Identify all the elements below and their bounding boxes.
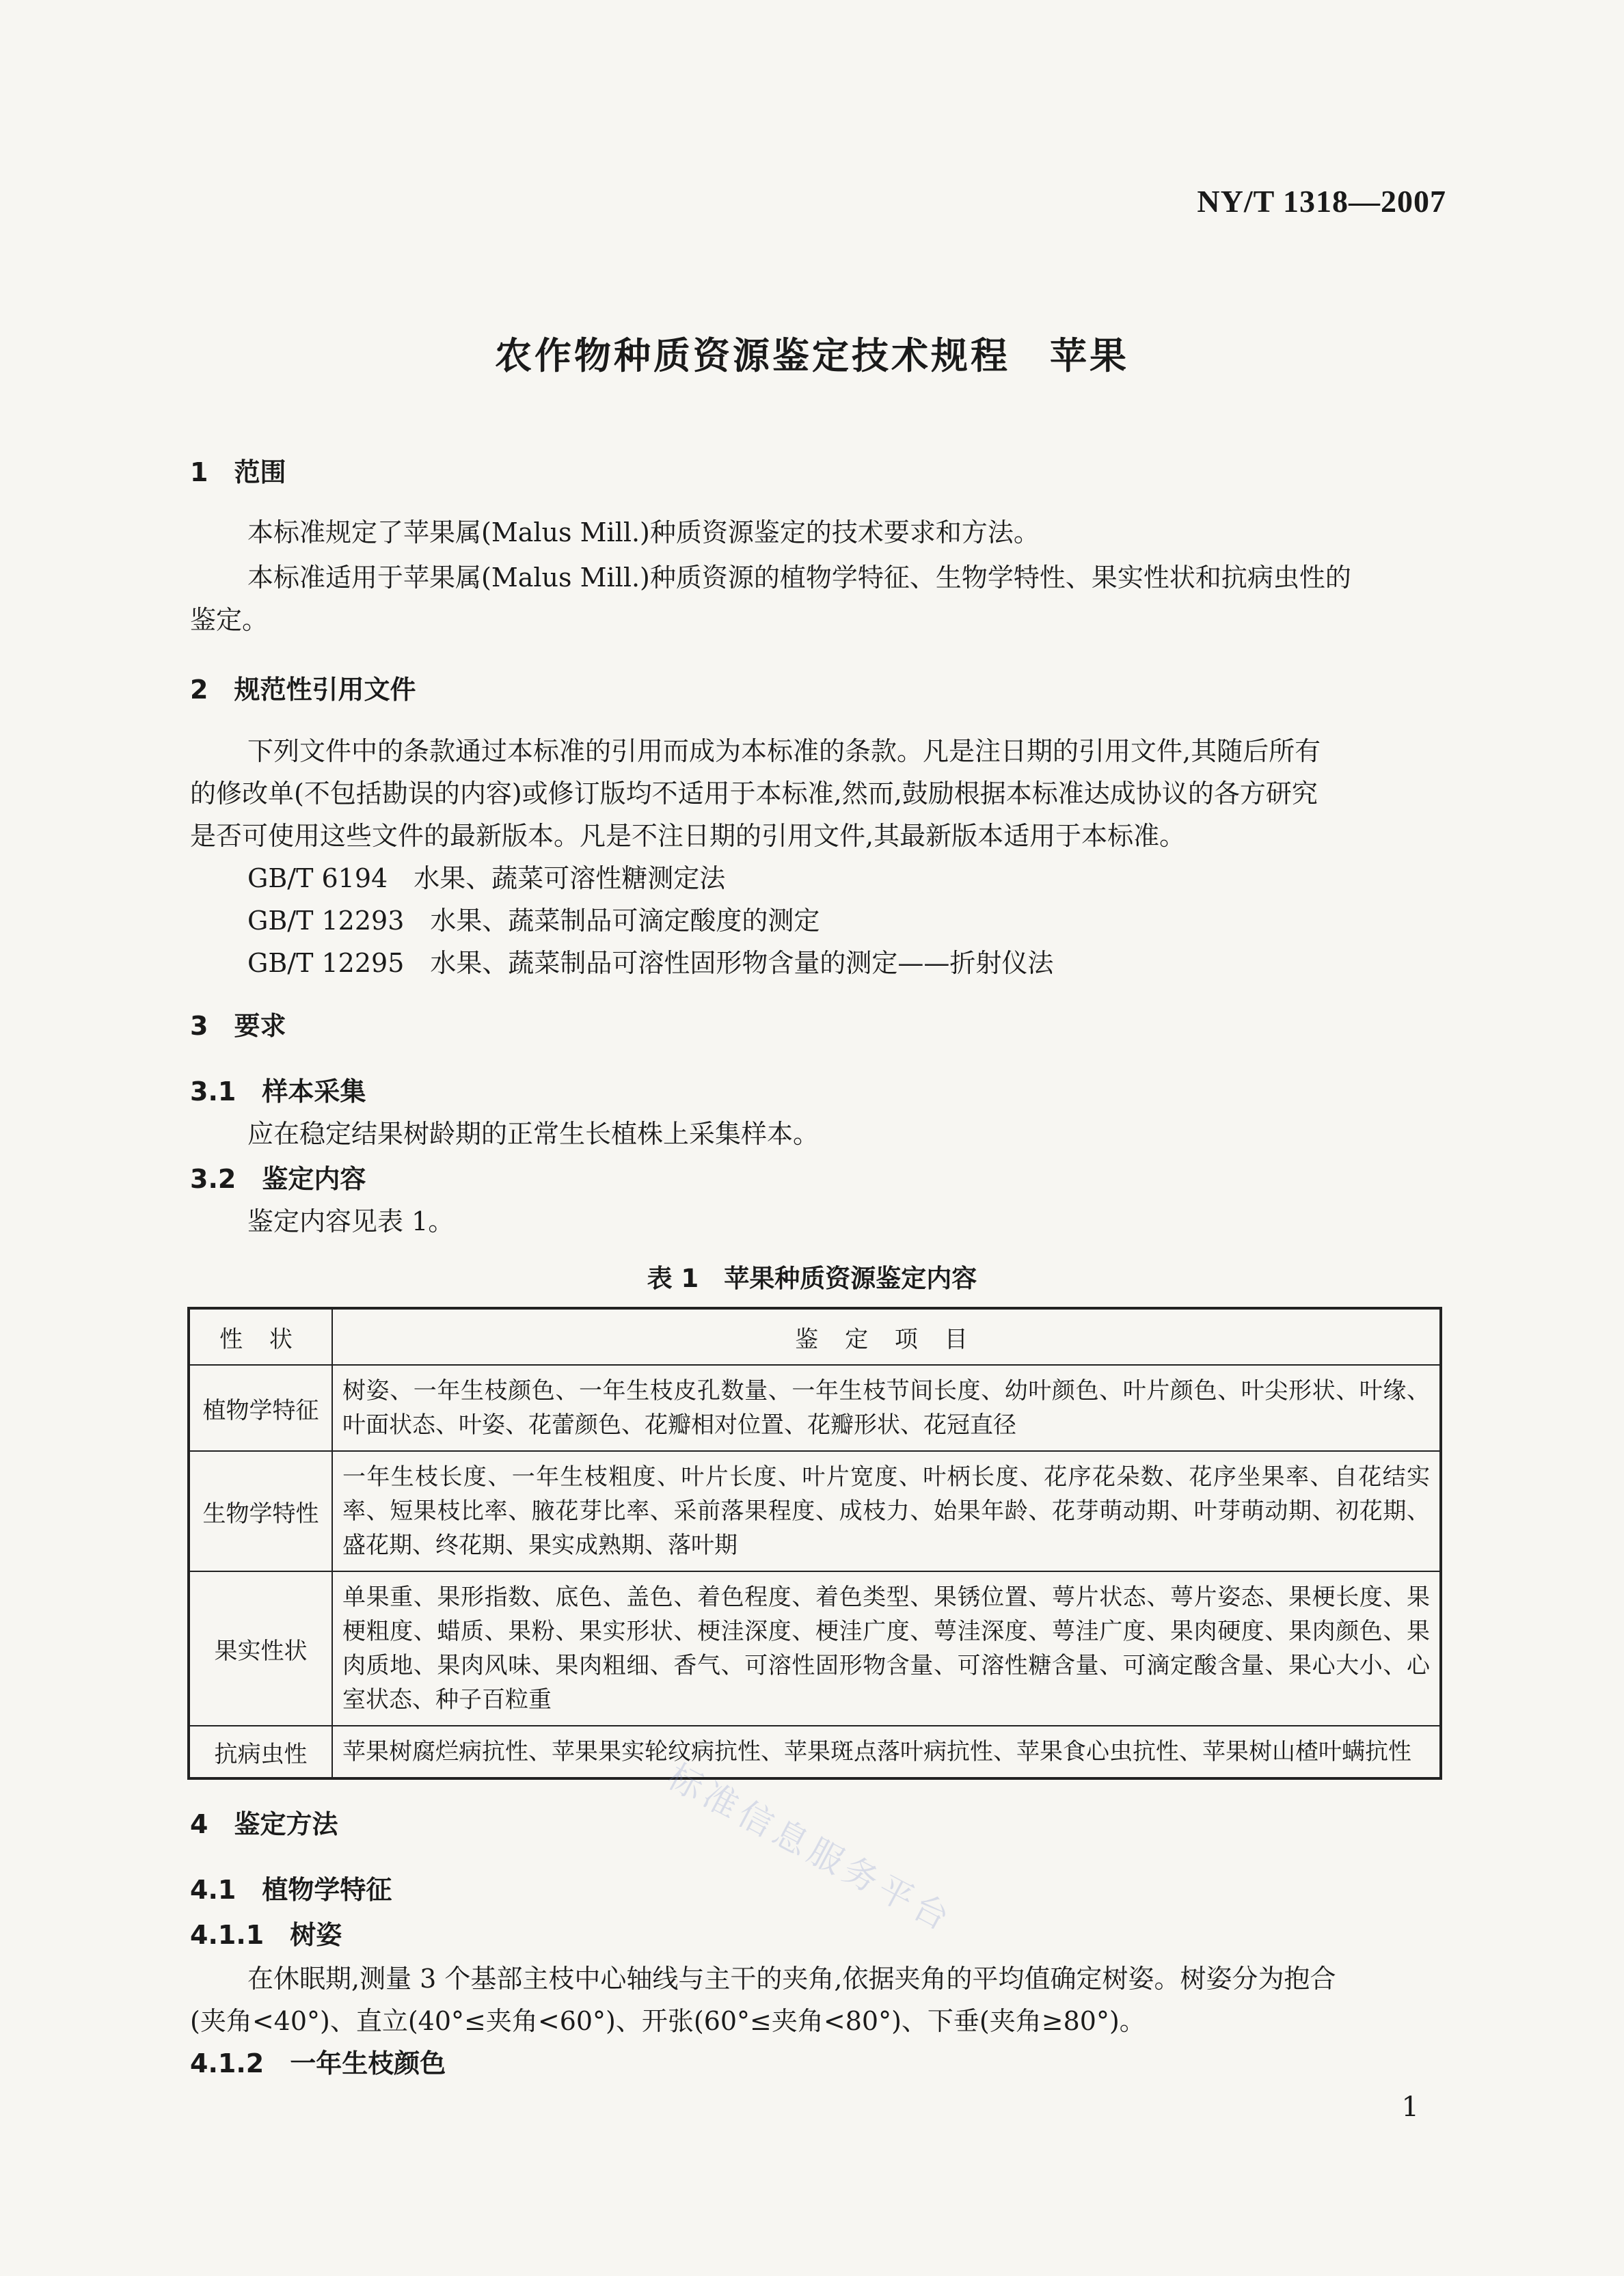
identification-content-table: [187, 1307, 1442, 1780]
subsection-3-2-heading: [190, 1166, 366, 1192]
paragraph: 在休眠期,测量 3 个基部主枝中心轴线与主干的夹角,依据夹角的平均值确定树姿。树姿分为抱合: [247, 1964, 1336, 1994]
paragraph: 本标准规定了苹果属(Malus Mill.)种质资源鉴定的技术要求和方法。: [247, 517, 1040, 547]
section-number: 4.1.1: [190, 1920, 265, 1950]
paragraph: 的修改单(不包括勘误的内容)或修订版均不适用于本标准,然而,鼓励根据本标准达成协议的各方研究: [190, 778, 1318, 809]
section-4-heading: [190, 1811, 338, 1837]
section-number: 1: [190, 457, 208, 487]
section-number: 2: [190, 675, 208, 705]
section-number: 4.1.2: [190, 2048, 265, 2078]
column-header: 性 状: [189, 1308, 332, 1365]
section-title: 鉴定内容: [262, 1164, 366, 1194]
property-cell: 生物学特性: [189, 1451, 332, 1571]
section-number: 4.1: [190, 1875, 236, 1905]
subsection-4-1-heading: [190, 1877, 392, 1903]
paragraph: 鉴定。: [190, 605, 269, 635]
section-2-heading: [190, 677, 416, 703]
paragraph: 下列文件中的条款通过本标准的引用而成为本标准的条款。凡是注日期的引用文件,其随后所有: [247, 736, 1321, 766]
paragraph: 是否可使用这些文件的最新版本。凡是不注日期的引用文件,其最新版本适用于本标准。: [190, 821, 1186, 851]
table-row: [189, 1365, 1441, 1451]
section-title: 植物学特征: [262, 1875, 392, 1905]
table-caption: 表 1 苹果种质资源鉴定内容: [647, 1264, 977, 1293]
items-cell: 单果重、果形指数、底色、盖色、着色程度、着色类型、果锈位置、萼片状态、萼片姿态、果梗长度、果梗粗度、蜡质、果粉、果实形状、梗洼深度、梗洼广度、萼洼深度、萼洼广度、果肉硬度、果肉颜色、果肉质地、果肉风味、果肉粗细、香气、可溶性固形物含量、可溶性糖含量、可滴定酸含量、果心大小、心室状态、种子百粒重: [332, 1571, 1441, 1726]
property-cell: 植物学特征: [189, 1365, 332, 1451]
subsection-4-1-1-heading: [190, 1922, 342, 1948]
section-title: 树姿: [290, 1920, 342, 1950]
section-title: 规范性引用文件: [234, 675, 416, 705]
standard-code: NY/T 1318—2007: [1197, 184, 1446, 219]
paragraph: 本标准适用于苹果属(Malus Mill.)种质资源的植物学特征、生物学特性、果实性状和抗病虫性的: [247, 563, 1351, 593]
paragraph: 应在稳定结果树龄期的正常生长植株上采集样本。: [247, 1119, 820, 1149]
table-row: [189, 1726, 1441, 1778]
section-number: 4: [190, 1809, 208, 1839]
subsection-3-1-heading: [190, 1076, 366, 1107]
items-cell: 苹果树腐烂病抗性、苹果果实轮纹病抗性、苹果斑点落叶病抗性、苹果食心虫抗性、苹果树山楂叶螨抗性: [332, 1726, 1441, 1778]
section-number: 3.2: [190, 1164, 236, 1194]
table-row: [189, 1451, 1441, 1571]
property-cell: 果实性状: [189, 1571, 332, 1726]
paragraph: 鉴定内容见表 1。: [247, 1206, 455, 1236]
table-row: [189, 1571, 1441, 1726]
watermark: 标准信息服务平台: [661, 1756, 960, 1940]
section-title: 一年生枝颜色: [290, 2048, 446, 2078]
document-title: 农作物种质资源鉴定技术规程 苹果: [495, 334, 1129, 377]
reference-item: GB/T 12293 水果、蔬菜制品可滴定酸度的测定: [247, 906, 820, 936]
paragraph: (夹角<40°)、直立(40°≤夹角<60°)、开张(60°≤夹角<80°)、下垂(夹角≥80°)。: [190, 2006, 1146, 2036]
section-title: 要求: [234, 1011, 286, 1041]
section-title: 鉴定方法: [234, 1809, 338, 1839]
section-1-heading: [190, 459, 286, 485]
subsection-4-1-2-heading: [190, 2050, 446, 2076]
reference-item: GB/T 6194 水果、蔬菜可溶性糖测定法: [247, 863, 726, 893]
section-3-heading: [190, 1013, 286, 1039]
items-cell: 树姿、一年生枝颜色、一年生枝皮孔数量、一年生枝节间长度、幼叶颜色、叶片颜色、叶尖形状、叶缘、叶面状态、叶姿、花蕾颜色、花瓣相对位置、花瓣形状、花冠直径: [332, 1365, 1441, 1451]
column-header: 鉴 定 项 目: [332, 1308, 1441, 1365]
section-title: 样本采集: [262, 1076, 366, 1107]
property-cell: 抗病虫性: [189, 1726, 332, 1778]
table-header-row: [189, 1308, 1441, 1365]
section-number: 3.1: [190, 1076, 236, 1107]
section-title: 范围: [234, 457, 286, 487]
items-cell: 一年生枝长度、一年生枝粗度、叶片长度、叶片宽度、叶柄长度、花序花朵数、花序坐果率、自花结实率、短果枝比率、腋花芽比率、采前落果程度、成枝力、始果年龄、花芽萌动期、叶芽萌动期、初花期、盛花期、终花期、果实成熟期、落叶期: [332, 1451, 1441, 1571]
section-number: 3: [190, 1011, 208, 1041]
reference-item: GB/T 12295 水果、蔬菜制品可溶性固形物含量的测定——折射仪法: [247, 948, 1054, 978]
page-number: 1: [1401, 2091, 1419, 2123]
